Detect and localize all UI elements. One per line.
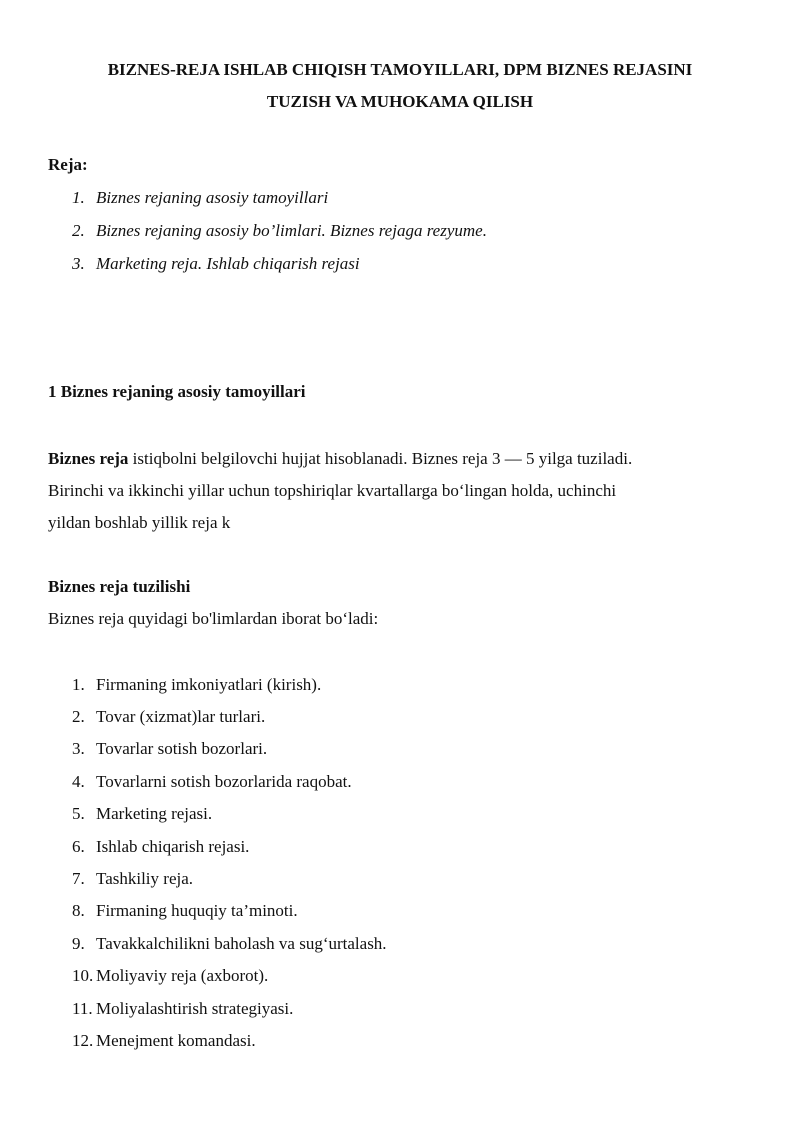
structure-item-text: Firmaning imkoniyatlari (kirish). <box>96 675 322 694</box>
structure-item <box>72 836 249 858</box>
structure-item <box>72 706 265 728</box>
structure-item-number: 12. <box>72 1031 94 1050</box>
structure-item-number: 8. <box>72 901 85 920</box>
paragraph-text: istiqbolni belgilovchi hujjat hisoblanadi. Biznes reja 3 — 5 yilga tuziladi. <box>128 449 633 468</box>
plan-item-number: 2. <box>72 221 85 240</box>
plan-item <box>72 187 328 209</box>
structure-item-number: 10. <box>72 966 94 985</box>
structure-item-number: 2. <box>72 707 85 726</box>
plan-item-text: Marketing reja. Ishlab chiqarish rejasi <box>96 254 360 273</box>
plan-item-text: Biznes rejaning asosiy tamoyillari <box>96 188 329 207</box>
structure-item-text: Tashkiliy reja. <box>96 869 194 888</box>
structure-item-number: 1. <box>72 675 85 694</box>
structure-item-text: Firmaning huquqiy ta’minoti. <box>96 901 298 920</box>
structure-item <box>72 868 193 890</box>
structure-item <box>72 933 387 955</box>
structure-item <box>72 674 321 696</box>
structure-item-number: 7. <box>72 869 85 888</box>
structure-item-number: 11. <box>72 999 93 1018</box>
structure-item <box>72 965 268 987</box>
plan-item-number: 3. <box>72 254 85 273</box>
title-line-1: BIZNES-REJA ISHLAB CHIQISH TAMOYILLARI, DPM BIZNES REJASINI <box>107 60 693 79</box>
structure-item <box>72 771 352 793</box>
structure-item-number: 3. <box>72 739 85 758</box>
structure-intro: Biznes reja quyidagi bo'limlardan iborat bo‘ladi: <box>48 609 379 628</box>
structure-item-text: Marketing rejasi. <box>96 804 213 823</box>
plan-item <box>72 220 487 242</box>
structure-item-text: Moliyalashtirish strategiyasi. <box>96 999 294 1018</box>
structure-heading: Biznes reja tuzilishi <box>48 577 191 596</box>
structure-item <box>72 738 267 760</box>
structure-item-text: Tavakkalchilikni baholash va sug‘urtalash. <box>96 934 387 953</box>
structure-item-text: Moliyaviy reja (axborot). <box>96 966 269 985</box>
structure-item-number: 4. <box>72 772 85 791</box>
plan-item-text: Biznes rejaning asosiy bo’limlari. Biznes rejaga rezyume. <box>96 221 487 240</box>
paragraph-line-2: Birinchi va ikkinchi yillar uchun topshiriqlar kvartallarga bo‘lingan holda, uchinchi <box>48 481 617 500</box>
document-title <box>40 54 760 118</box>
structure-item-text: Tovarlarni sotish bozorlarida raqobat. <box>96 772 352 791</box>
structure-item-text: Menejment komandasi. <box>96 1031 256 1050</box>
section-heading: 1 Biznes rejaning asosiy tamoyillari <box>48 382 306 401</box>
structure-item <box>72 998 293 1020</box>
plan-label: Reja: <box>48 155 88 174</box>
title-line-2: TUZISH VA MUHOKAMA QILISH <box>266 92 534 111</box>
paragraph-line-3: yildan boshlab yillik reja k <box>48 513 231 532</box>
structure-item <box>72 1030 256 1052</box>
paragraph-line-1 <box>48 448 632 470</box>
plan-item-number: 1. <box>72 188 85 207</box>
structure-item-text: Ishlab chiqarish rejasi. <box>96 837 250 856</box>
paragraph-bold-term: Biznes reja <box>48 449 129 468</box>
plan-item <box>72 253 360 275</box>
structure-item <box>72 900 298 922</box>
structure-item-number: 9. <box>72 934 85 953</box>
structure-item <box>72 803 212 825</box>
structure-item-number: 6. <box>72 837 85 856</box>
structure-item-number: 5. <box>72 804 85 823</box>
structure-item-text: Tovar (xizmat)lar turlari. <box>96 707 266 726</box>
structure-item-text: Tovarlar sotish bozorlari. <box>96 739 268 758</box>
